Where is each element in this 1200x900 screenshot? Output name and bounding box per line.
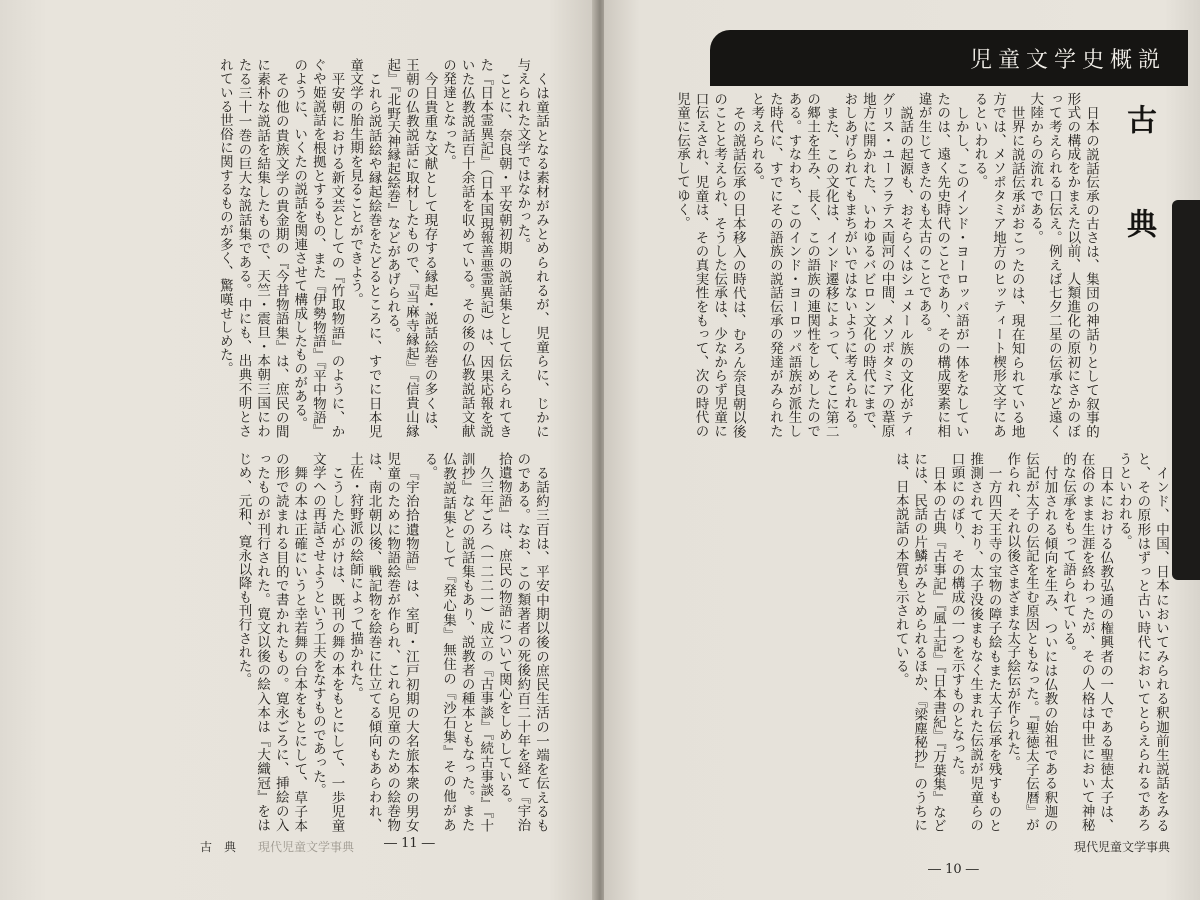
paragraph: る話約三百は、平安中期以後の庶民生活の一端を伝えるものである。なお、この類著者の死後約百二十年を経て『宇治拾遺物語』は、庶民の物語について関心をしめしている。 bbox=[495, 452, 549, 832]
section-title: 古 典 bbox=[1121, 104, 1156, 260]
page-number: ― 11 ― bbox=[384, 836, 435, 851]
paragraph: 日本の説話伝承の古さは、集団の神話りとして叙事的形式の構成をかまえた以前、人類進化の原初にさかのぼって考えられる口伝え。例えば七夕二星の伝承など遠く大陸からの流れである。 bbox=[1027, 92, 1099, 438]
paragraph: 説話の起源も、おそらくはシュメール族の文化がティグリス・ユーフラテス両河の中間、メソポタミアの葦原地方に開かれた、いわゆるバビロン文化の時代にまで、おしあげられてもまちがいではないように考えられる。 bbox=[841, 92, 914, 438]
paragraph: くは童話となる素材がみとめられるが、児童らに、じかに与えられた文学ではなかった。 bbox=[514, 58, 549, 438]
running-foot: 現代児童文学事典 bbox=[1074, 840, 1171, 854]
paragraph: 世界に説話伝承がおこったのは、現在知られている地方では、メソポタミア地方のヒッティート楔形文字にあるといわれる。 bbox=[971, 92, 1025, 438]
paragraph: また、この文化は、インド遷移によって、そこに第二の郷土を生み、長く、この語族の連関性をしめしたのである。すなわち、このインド・ヨーロッパ語族が派生した時代に、すでにその語族の説話伝承の発達がみられたと考えられる。 bbox=[748, 92, 839, 438]
paragraph: 今日貴重な文献として現存する縁起・説話絵巻の多くは、王朝の仏教説話に取材したもので、『当麻寺縁起』『信貴山縁起』『北野天神縁起絵巻』などがあげられる。 bbox=[384, 58, 438, 438]
paragraph: 付加される傾向を生み、ついには仏教の始祖である釈迦の伝記が太子の伝記を生む原因ともなった。『聖徳太子伝暦』が作られ、それ以後さまざまな太子絵伝が作られた。 bbox=[1004, 452, 1058, 832]
left-bottom-text bbox=[190, 452, 550, 832]
left-top-text bbox=[190, 58, 550, 438]
paragraph: 日本の古典『古事記』『風土記』『日本書紀』『万葉集』などには、民話の片鱗がみとめられるほか、『梁塵秘抄』のうちには、日本説話の本質も示されている。 bbox=[892, 452, 946, 832]
page-number: ― 10 ― bbox=[928, 862, 979, 877]
left-page bbox=[0, 0, 596, 900]
paragraph: 一方四天王寺の宝物の障子絵もまた太子伝承を残すものと推測されており、太子没後まもなく生まれた伝説が児童らの口頭にのぼり、その構成の一つを示すものとなった。 bbox=[948, 452, 1002, 832]
paragraph: 『宇治拾遺物語』は、室町・江戸初期の大名旅本衆の男女児童のために物語絵巻が作られ、これら児童のための絵巻物は、南北朝以後、戦記物を絵巻に仕立てる傾向もあらわれ、土佐・狩野派の絵師によって描かれた。 bbox=[347, 452, 419, 832]
paragraph: 平安朝における新文芸としての『竹取物語』のように、かぐや姫説話を根拠とするもの、また『伊勢物語』『平中物語』のように、いくたの説話を関連させて構成したものがある。 bbox=[291, 58, 345, 438]
right-page bbox=[604, 0, 1200, 900]
paragraph: 久三年ごろ（一二二一）成立の『古事談』『続古事談』『十訓抄』などの説話集もあり、説教者の種本ともなった。また仏教説話集として『発心集』無住の『沙石集』その他がある。 bbox=[421, 452, 494, 832]
running-head: 古 典 bbox=[200, 840, 237, 854]
paragraph: こうした心がけは、既刊の舞の本をもとにして、一歩児童文学への再話させようという工夫をなすものであった。 bbox=[309, 452, 345, 832]
paragraph: これら説話絵や縁起絵巻をたどるところに、すでに日本児童文学の胎生期を見ることができよう。 bbox=[347, 58, 382, 438]
series-title: 児童文学史概説 bbox=[969, 47, 1166, 73]
paragraph: インド、中国、日本においてみられる釈迦前生説話をみると、その原形はずっと古い時代においてとらえられるであろうといわれる。 bbox=[1115, 452, 1169, 832]
right-bottom-text bbox=[714, 452, 1170, 832]
paragraph: 日本における仏教弘通の権興者の一人である聖徳太子は、在俗のまま生涯を終わったが、その人格は中世において神秘的な伝承をもって語られている。 bbox=[1060, 452, 1114, 832]
paragraph: しかし、このインド・ヨーロッパ語が一体をなしていたのは、遠く先史時代のことであり、その構成要素に相違が生じてきたのも太古のことである。 bbox=[915, 92, 969, 438]
running-head-faint: 現代児童文学事典 bbox=[258, 840, 355, 854]
series-header-bar bbox=[710, 30, 1188, 86]
paragraph: その他の貴族文学の貴金期の『今昔物語集』は、庶民の間に素朴な説話を結集したもので、天竺・震旦・本朝三国にわたる三十一巻の巨大な説話集である。中にも、出典不明とされている世俗に関するものが多く、驚嘆せしめた。 bbox=[216, 58, 289, 438]
paragraph: ことに、奈良朝・平安朝初期の説話集として伝えられてきた『日本霊異記』（日本国現報善悪霊異記）は、因果応報を説いた仏教説話百十余話を収めている。その後の仏教説話文献の発達となった。 bbox=[440, 58, 512, 438]
paragraph: その説話伝承の日本移入の時代は、むろん奈良朝以後のことと考えられ、そうした伝承は、少なからず児童に口伝えされ、児童は、その真実性をもって、次の時代の児童に伝承してゆく。 bbox=[673, 92, 746, 438]
paragraph: 舞の本は正確にいうと幸若舞の台本をもとにして、草子本の形で読まれる目的で書かれたもの。寛永ごろに、挿絵の入ったものが刊行された。寛文以後の絵入本は『大織冠』をはじめ、元和、寛永以降も刊行された。 bbox=[235, 452, 308, 832]
page-edge-shadow bbox=[1172, 200, 1200, 580]
right-top-text bbox=[673, 92, 1100, 438]
